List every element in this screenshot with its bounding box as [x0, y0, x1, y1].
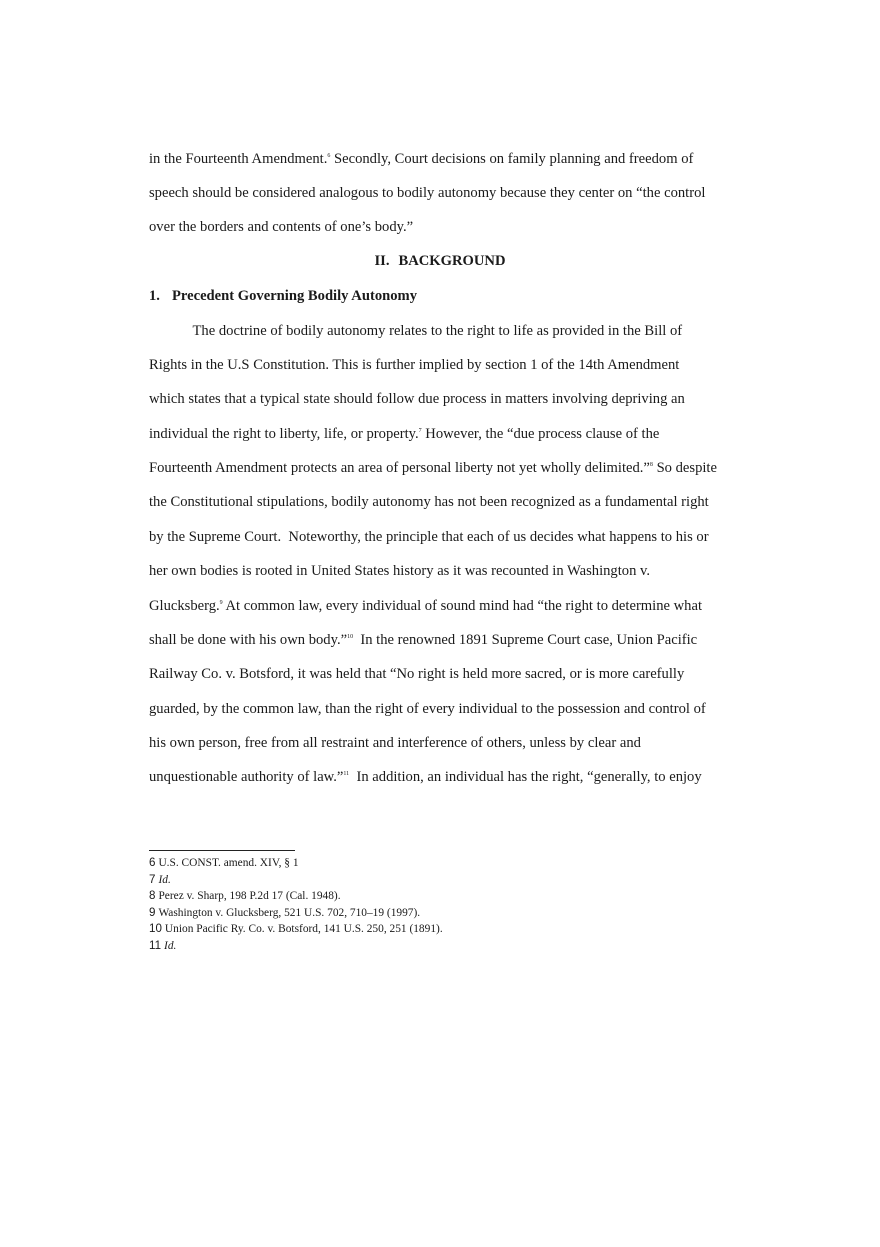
- body-line-1: The doctrine of bodily autonomy relates to the right to life as provided in the Bill of: [149, 323, 683, 339]
- subsection-number: 1.: [149, 288, 160, 304]
- footnote-text: Washington v. Glucksberg, 521 U.S. 702, 710–19 (1997).: [158, 906, 421, 919]
- footnote-ref-7[interactable]: 7: [418, 428, 422, 434]
- body-line-7: by the Supreme Court. Noteworthy, the principle that each of us decides what happens to his or: [149, 529, 709, 545]
- body-line-5: Fourteenth Amendment protects an area of personal liberty not yet wholly delimited.”$^8$ So despite: [149, 460, 717, 476]
- footnote-ref-11[interactable]: 11: [343, 771, 350, 777]
- footnote-text: Perez v. Sharp, 198 P.2d 17 (Cal. 1948).: [158, 890, 341, 903]
- body-line-14: unquestionable authority of law.”$^{11}$ In addition, an individual has the right, “generally, to enjoy: [149, 769, 702, 785]
- body-line-9: Glucksberg.$^9$ At common law, every individual of sound mind had “the right to determine what: [149, 598, 702, 614]
- footnote-ref-8[interactable]: 8: [649, 462, 653, 468]
- body-line-6: the Constitutional stipulations, bodily autonomy has not been recognized as a fundamental right: [149, 494, 709, 510]
- body-line-13: his own person, free from all restraint and interference of others, unless by clear and: [149, 735, 641, 751]
- body-line-11: Railway Co. v. Botsford, it was held that “No right is held more sacred, or is more carefully: [149, 666, 685, 682]
- section-title: BACKGROUND: [398, 253, 506, 269]
- footnote-10: [149, 921, 443, 938]
- body-line-12: guarded, by the common law, than the right of every individual to the possession and control of: [149, 701, 706, 717]
- intro-line-1: in the Fourteenth Amendment.$^6$ Secondly, Court decisions on family planning and freedom of: [149, 151, 694, 167]
- footnote-ref-10[interactable]: 10: [347, 634, 354, 640]
- body-line-10: shall be done with his own body.”$^{10}$ In the renowned 1891 Supreme Court case, Union Pacific: [149, 632, 698, 648]
- subsection-title: Precedent Governing Bodily Autonomy: [172, 288, 417, 304]
- body-line-3: which states that a typical state should follow due process in matters involving depriving an: [149, 391, 685, 407]
- footnote-number: 10: [149, 922, 162, 936]
- body-line-4: individual the right to liberty, life, or property.$^7$ However, the “due process clause of the: [149, 426, 660, 442]
- footnotes-list: [149, 855, 443, 955]
- footnote-number: 9: [149, 905, 156, 919]
- footnote-ref-6[interactable]: 6: [327, 153, 331, 159]
- footnote-number: 11: [149, 938, 162, 952]
- intro-line-3: over the borders and contents of one’s body.”: [149, 219, 414, 235]
- footnote-11: [149, 938, 443, 955]
- section-number: II.: [374, 253, 390, 269]
- body-line-2: Rights in the U.S Constitution. This is further implied by section 1 of the 14th Amendment: [149, 357, 680, 373]
- footnote-6: [149, 855, 443, 872]
- footnote-separator: [149, 850, 295, 851]
- footnote-text: Id.: [158, 873, 171, 886]
- footnote-ref-9[interactable]: 9: [219, 600, 223, 606]
- body-line-8: her own bodies is rooted in United States history as it was recounted in Washington v.: [149, 563, 651, 579]
- section-heading: [0, 252, 880, 270]
- footnote-text: U.S. CONST. amend. XIV, § 1: [158, 857, 299, 869]
- footnote-text: Id.: [164, 939, 177, 952]
- intro-line-2: speech should be considered analogous to bodily autonomy because they center on “the control: [149, 185, 706, 201]
- footnote-number: 7: [149, 872, 156, 886]
- footnote-number: 8: [149, 889, 156, 903]
- footnote-number: 6: [149, 856, 156, 869]
- footnote-8: [149, 888, 443, 905]
- footnote-9: [149, 905, 443, 922]
- subsection-heading: [149, 287, 417, 305]
- footnote-7: [149, 872, 443, 889]
- footnote-text: Union Pacific Ry. Co. v. Botsford, 141 U.S. 250, 251 (1891).: [164, 923, 443, 936]
